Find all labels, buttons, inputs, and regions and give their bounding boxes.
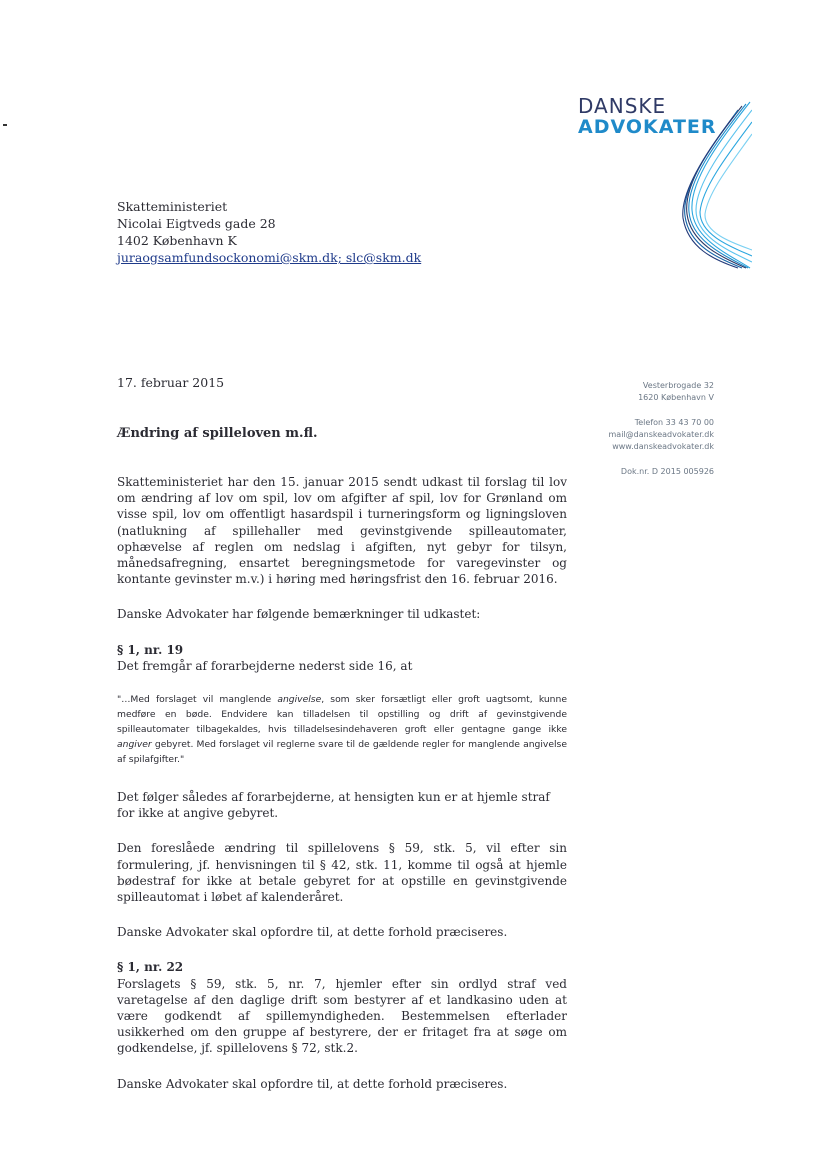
preparatory-works-quote <box>117 692 567 767</box>
section-2-paragraph-1: Forslagets § 59, stk. 5, nr. 7, hjemler efter sin ordlyd straf ved varetagelse af den daglige drift som bestyrer af et landkasino uden at være godkendt af spillemyndigheden. Bestemmelsen efterlader usikkerhed om den gruppe af bestyrere, der er fritaget fra at søge om godkendelse, jf. spillelovens § 72, stk.2. <box>117 976 567 1056</box>
quote-emphasis-1: angivelse <box>277 694 322 706</box>
quote-text-2: , som sker forsætligt eller groft uagtsomt, kunne medføre en bøde. Endvidere kan tilladelsen til opstilling og drift af gevinstgivende spilleautomater tilbagekaldes, hvis tilladelsesindehaveren groft eller gentagne gange ikke <box>117 694 567 736</box>
section-1-lead: Det fremgår af forarbejderne nederst side 16, at <box>117 658 413 673</box>
letter-date: 17. februar 2015 <box>117 375 225 390</box>
sender-address-line1: Vesterbrogade 32 <box>642 381 714 390</box>
logo-line-danske: DANSKE <box>578 94 667 118</box>
section-heading-1: § 1, nr. 19 <box>117 642 184 657</box>
section-2-paragraph-2: Danske Advokater skal opfordre til, at dette forhold præciseres. <box>117 1076 508 1091</box>
sender-address-line2: 1620 København V <box>638 393 714 402</box>
letter-subject: Ændring af spilleloven m.fl. <box>117 426 318 441</box>
recipient-city: 1402 København K <box>117 233 237 248</box>
recipient-address-block <box>117 198 421 266</box>
quote-text-3: gebyret. Med forslaget vil reglerne svare til de gældende regler for manglende angivelse af spilafgifter." <box>117 739 567 766</box>
recipient-name: Skatteministeriet <box>117 199 228 214</box>
logo-swoosh-graphic <box>680 100 752 270</box>
scan-mark <box>3 124 7 126</box>
section-heading-2: § 1, nr. 22 <box>117 960 184 975</box>
section-1-paragraph-3: Den foreslåede ændring til spillelovens § 59, stk. 5, vil efter sin formulering, jf. henvisningen til § 42, stk. 11, komme til også at hjemle bødestraf for ikke at betale gebyret for at opstille en gevinstgivende spilleautomat i løbet af kalenderåret. <box>117 841 567 905</box>
sender-website: www.danskeadvokater.dk <box>612 442 714 451</box>
sender-phone: Telefon 33 43 70 00 <box>634 418 714 427</box>
logo-line-advokater: ADVOKATER <box>578 116 717 138</box>
recipient-email-links[interactable]: juraogsamfundsockonomi@skm.dk; slc@skm.dk <box>117 250 422 265</box>
remarks-paragraph: Danske Advokater har følgende bemærkninger til udkastet: <box>117 607 481 622</box>
sender-info-block <box>609 380 715 478</box>
recipient-street: Nicolai Eigtveds gade 28 <box>117 216 276 231</box>
quote-emphasis-2: angiver <box>117 739 152 751</box>
quote-text-1: "…Med forslaget vil manglende <box>117 694 278 706</box>
document-number: Dok.nr. D 2015 005926 <box>620 467 714 476</box>
intro-paragraph: Skatteministeriet har den 15. januar 2015 sendt udkast til forslag til lov om ændring af lov om spil, lov om afgifter af spil, lov for Grønland om visse spil, lov om offentligt hasardspil i turneringsform og ligningsloven (natlukning af spillehaller med gevinstgivende spilleautomater, ophævelse af reglen om nedslag i afgiften, nyt gebyr for tilsyn, månedsafregning, ensartet beregningsmetode for varegevinster og kontante gevinster m.v.) i høring med høringsfrist den 16. februar 2016. <box>117 475 567 587</box>
section-1-paragraph-2: Det følger således af forarbejderne, at hensigten kun er at hjemle straf for ikke at angive gebyret. <box>117 790 550 821</box>
sender-email: mail@danskeadvokater.dk <box>608 430 714 439</box>
letter-body <box>117 474 567 1111</box>
section-1-paragraph-4: Danske Advokater skal opfordre til, at dette forhold præciseres. <box>117 925 508 940</box>
